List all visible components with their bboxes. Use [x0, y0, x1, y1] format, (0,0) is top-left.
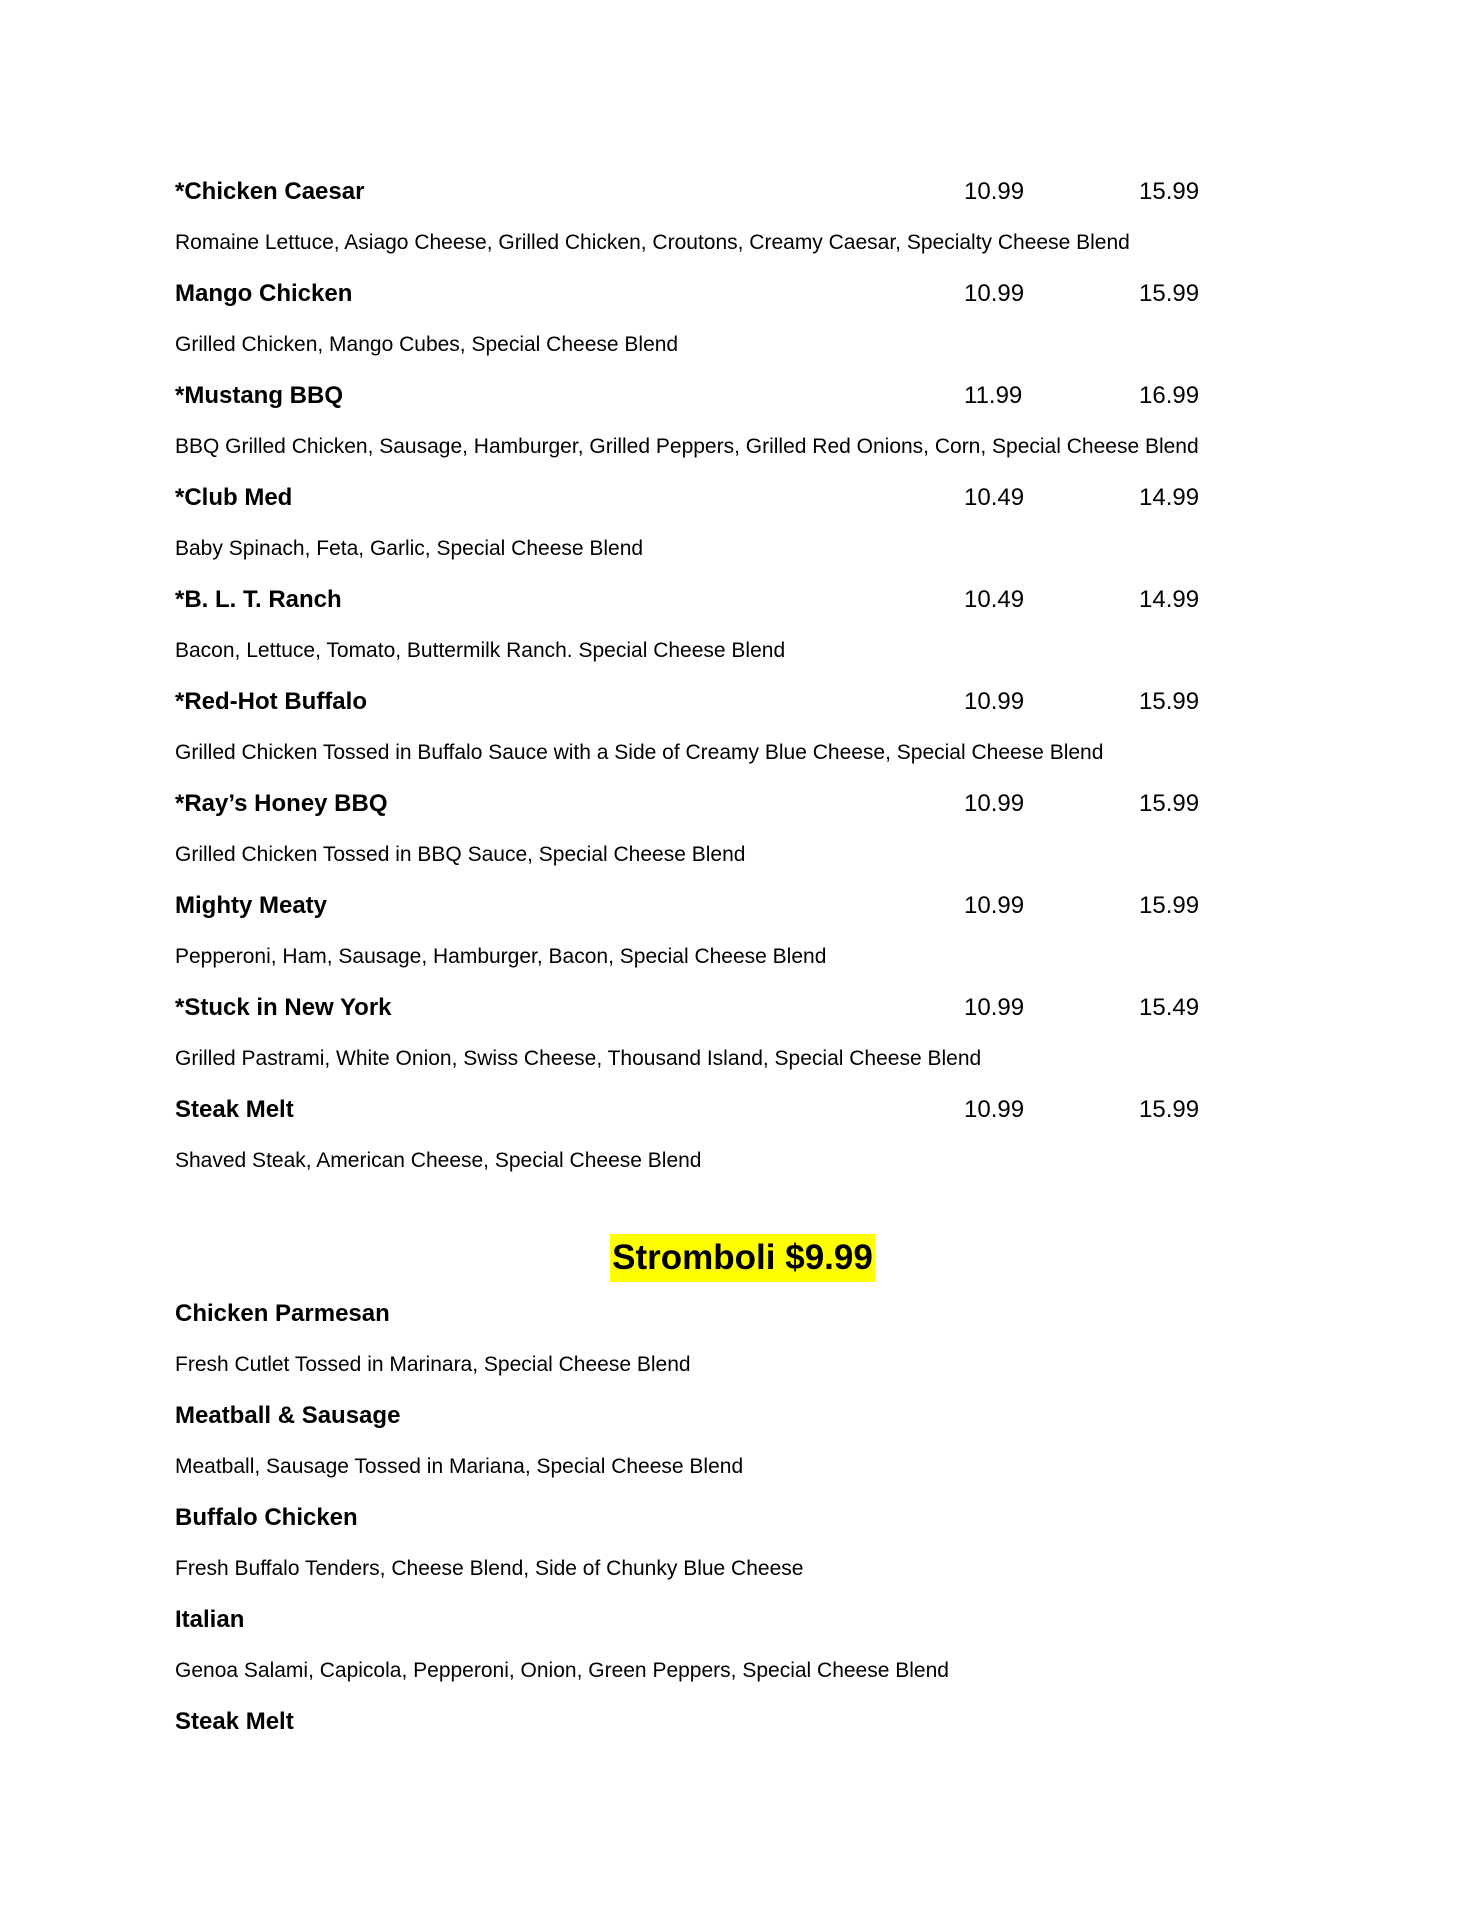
menu-item-description-row [175, 525, 1235, 576]
item-price-small: 10.99 [964, 994, 1025, 1021]
menu-item-description-row [175, 1341, 1235, 1392]
menu-item-row [175, 1698, 1235, 1749]
menu-item-description-row [175, 1443, 1235, 1494]
item-name: *B. L. T. Ranch [175, 586, 342, 613]
menu-item-row [175, 678, 1235, 729]
menu-item-row [175, 270, 1235, 321]
item-price-large: 16.99 [1139, 382, 1200, 409]
menu-item-row [175, 1086, 1235, 1137]
item-price-small: 11.99 [964, 382, 1023, 409]
menu-item-row [175, 984, 1235, 1035]
item-name: *Red-Hot Buffalo [175, 688, 367, 715]
menu-item-description-row [175, 321, 1235, 372]
item-price-small: 10.49 [964, 484, 1025, 511]
menu-item-description-row [175, 933, 1235, 984]
menu-item-description-row [175, 219, 1235, 270]
item-description: Romaine Lettuce, Asiago Cheese, Grilled Chicken, Croutons, Creamy Caesar, Specialty Cheese Blend [175, 231, 1130, 254]
item-description: Baby Spinach, Feta, Garlic, Special Cheese Blend [175, 537, 644, 560]
item-description: Grilled Chicken Tossed in BBQ Sauce, Special Cheese Blend [175, 843, 746, 866]
item-price-small: 10.99 [964, 1096, 1025, 1123]
item-price-large: 15.99 [1139, 688, 1200, 715]
item-price-large: 14.99 [1139, 484, 1200, 511]
item-description: Fresh Cutlet Tossed in Marinara, Special Cheese Blend [175, 1353, 691, 1376]
item-name: Italian [175, 1606, 245, 1633]
item-price-large: 15.49 [1139, 994, 1200, 1021]
item-description: Fresh Buffalo Tenders, Cheese Blend, Side of Chunky Blue Cheese [175, 1557, 804, 1580]
menu-item-description-row [175, 831, 1235, 882]
item-price-large: 15.99 [1139, 280, 1200, 307]
item-name: *Club Med [175, 484, 293, 511]
item-description: Bacon, Lettuce, Tomato, Buttermilk Ranch. Special Cheese Blend [175, 639, 786, 662]
stromboli-heading: Stromboli $9.99 [610, 1234, 875, 1282]
item-price-small: 10.99 [964, 790, 1025, 817]
item-description: BBQ Grilled Chicken, Sausage, Hamburger, Grilled Peppers, Grilled Red Onions, Corn, Special Cheese Blend [175, 435, 1199, 458]
item-description: Shaved Steak, American Cheese, Special Cheese Blend [175, 1149, 702, 1172]
menu-item-description-row [175, 729, 1235, 780]
item-price-small: 10.49 [964, 586, 1025, 613]
item-name: Mango Chicken [175, 280, 353, 307]
item-description: Grilled Chicken Tossed in Buffalo Sauce with a Side of Creamy Blue Cheese, Special Cheese Blend [175, 741, 1104, 764]
menu-item-row [175, 1290, 1235, 1341]
item-price-small: 10.99 [964, 280, 1025, 307]
item-price-large: 15.99 [1139, 790, 1200, 817]
menu-item-row [175, 882, 1235, 933]
item-name: Steak Melt [175, 1096, 294, 1123]
menu-item-row [175, 780, 1235, 831]
menu-item-description-row [175, 423, 1235, 474]
item-price-small: 10.99 [964, 688, 1025, 715]
item-price-large: 15.99 [1139, 1096, 1200, 1123]
item-name: Meatball & Sausage [175, 1402, 401, 1429]
item-price-large: 15.99 [1139, 892, 1200, 919]
menu-item-description-row [175, 627, 1235, 678]
menu-item-row [175, 1392, 1235, 1443]
menu-item-row [175, 474, 1235, 525]
menu-item-row [175, 1596, 1235, 1647]
item-name: *Chicken Caesar [175, 178, 365, 205]
item-price-small: 10.99 [964, 178, 1025, 205]
menu-item-row [175, 372, 1235, 423]
menu-item-row [175, 1494, 1235, 1545]
item-description: Genoa Salami, Capicola, Pepperoni, Onion, Green Peppers, Special Cheese Blend [175, 1659, 949, 1682]
menu-item-description-row [175, 1035, 1235, 1086]
item-price-small: 10.99 [964, 892, 1025, 919]
menu-item-row [175, 168, 1235, 219]
stromboli-heading-wrap [0, 1234, 1484, 1282]
item-description: Grilled Chicken, Mango Cubes, Special Cheese Blend [175, 333, 679, 356]
item-name: Chicken Parmesan [175, 1300, 390, 1327]
menu-item-row [175, 576, 1235, 627]
item-name: *Stuck in New York [175, 994, 392, 1021]
stromboli-list [175, 1290, 1235, 1749]
item-description: Pepperoni, Ham, Sausage, Hamburger, Bacon, Special Cheese Blend [175, 945, 827, 968]
item-name: *Ray’s Honey BBQ [175, 790, 388, 817]
item-price-large: 14.99 [1139, 586, 1200, 613]
item-price-large: 15.99 [1139, 178, 1200, 205]
item-name: Buffalo Chicken [175, 1504, 358, 1531]
item-description: Grilled Pastrami, White Onion, Swiss Cheese, Thousand Island, Special Cheese Blend [175, 1047, 982, 1070]
menu-item-description-row [175, 1545, 1235, 1596]
item-name: Steak Melt [175, 1708, 294, 1735]
item-name: Mighty Meaty [175, 892, 328, 919]
menu-item-description-row [175, 1137, 1235, 1188]
item-name: *Mustang BBQ [175, 382, 343, 409]
menu-item-description-row [175, 1647, 1235, 1698]
pizza-list [175, 168, 1235, 1188]
item-description: Meatball, Sausage Tossed in Mariana, Special Cheese Blend [175, 1455, 744, 1478]
